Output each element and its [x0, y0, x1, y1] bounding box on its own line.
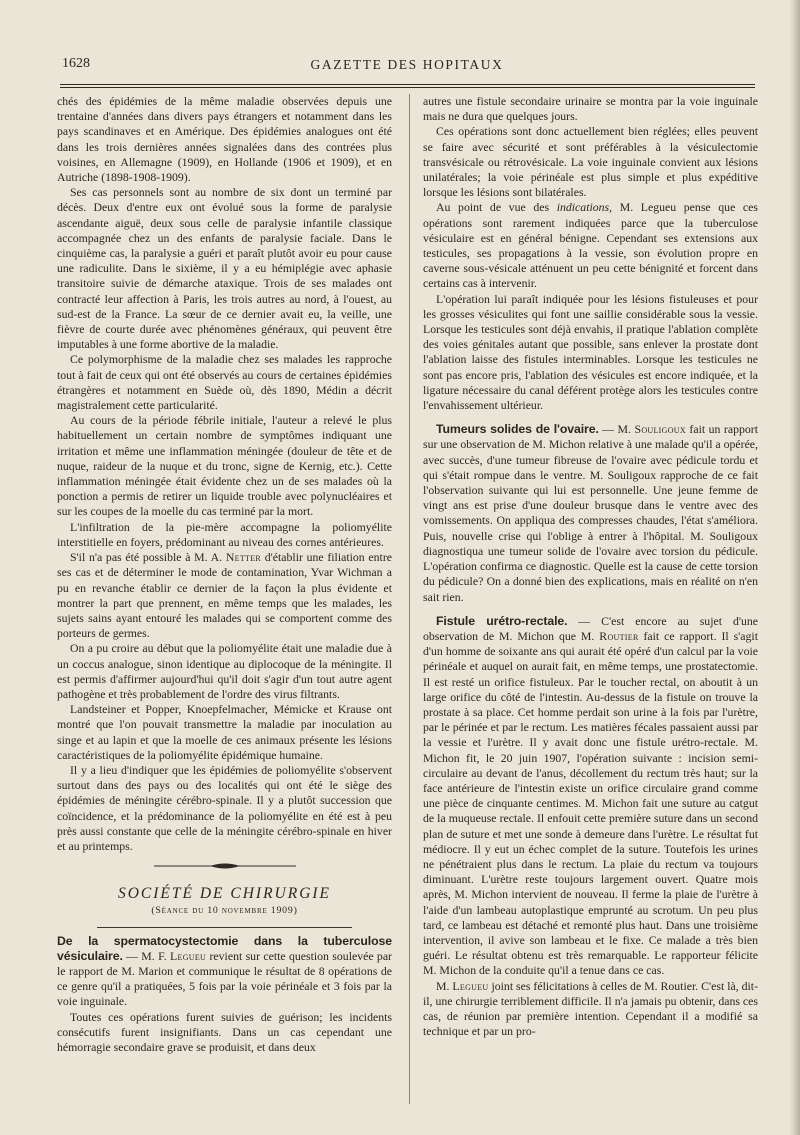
- author-name: Routier: [599, 628, 639, 643]
- text-run: , M. Legueu pense que ces opérations sont rarement indiquées parce que la tuberculose vésiculaire est en général bénigne. Cependant ses extensions aux testicules, ses propagations à la vessie, son évolution propre en caverne sous-vésicale atténuent un peu cette bénignité et forcent dans certains cas à intervenir.: [423, 200, 758, 291]
- article-heading: De la spermatocystectomie dans la tuberculose vésiculaire.: [57, 933, 392, 963]
- text-run: joint ses félicitations à celles de M. Routier. C'est là, dit-il, une chirurgie terriblement difficile. Il n'a jamais pu obtenir, dans ces cas, de réunion par première intention. Cependant il a modifié sa technique et par un pro-: [423, 978, 758, 1039]
- column-divider: [409, 94, 410, 1104]
- paragraph: Landsteiner et Popper, Knoepfelmacher, Mémicke et Krause ont montré que l'on pouvait transmettre la maladie par inoculation au singe et au lapin et que la moelle de ces animaux présente les lésions caractéristiques de la poliomyélite épidémique humaine.: [57, 702, 392, 762]
- author-name: Legueu: [170, 948, 207, 963]
- journal-title: GAZETTE DES HOPITAUX: [310, 57, 504, 72]
- paragraph: L'opération lui paraît indiquée pour les lésions fistuleuses et pour les grosses vésiculites qui font une saillie considérable sous la vessie. Lorsque les testicules sont déjà envahis, il pratique l'ablation complète des voies génitales autant que possible, sans enlever la prostate dont l'ablation laisse des fistules interminables. Lorsque les testicules ne sont pas encore pris, l'ablation des vésicules est encore indiquée, et la ligature nécessaire du canal déférent protège alors les testicules contre l'envahissement ultérieur.: [423, 291, 758, 413]
- text-run: — C'est encore au sujet d'une observation de M. Michon que M.: [423, 613, 759, 643]
- article-paragraph: [423, 614, 758, 979]
- paragraph: Ces opérations sont donc actuellement bien réglées; elles peuvent se faire avec sécurité et sont préférables à la vésiculectomie transvésicale ou rétrovésicale. La voie inguinale convient aux lésions unilatérales; la voie périnéale est plus simple et plus expéditive lorsque les lésions sont bilatérales.: [423, 124, 758, 200]
- text-run: S'il n'a pas été possible à M. A.: [70, 550, 226, 565]
- text-run: revient sur cette question soulevée par le rapport de M. Marion et communique le résultat de 8 opérations de ce genre qu'il a pratiquées, 5 fois par la voie périnéale et 3 fois par la voie inguinale.: [57, 948, 392, 1009]
- paragraph: L'infiltration de la pie-mère accompagne la poliomyélite interstitielle en foyers, prédominant au niveau des cornes antérieures.: [57, 519, 392, 549]
- section-title: SOCIÉTÉ DE CHIRURGIE: [117, 885, 332, 903]
- paragraph: [423, 200, 758, 291]
- author-name: Legueu: [452, 978, 489, 993]
- text-run: fait ce rapport. Il s'agit d'un homme de soixante ans qui aurait été opéré d'un calcul par la voie périnéale et auquel on aurait fait, en même temps, une prostatectomie. Il est resté un orifice fistuleux. Par le toucher rectal, on aboutit à un large orifice du côté de l'intestin. Au-dessus de la fistule on trouve la prostate à sa place. Cet homme perdait son urine à la fois par l'urètre, par le périnée et par le rectum. Les matières fécales passaient aussi par la vessie et l'urètre. Il y avait donc une fistule urétro-rectale. M. Michon fit, le 20 juin 1907, l'opération suivante : incision semi-circulaire au devant de l'anus, décollement du rectum très haut; sur la face antérieure de l'intestin existe un orifice circulaire grand comme une pièce de cinquante centimes. M. Michon fait une suture au catgut de la muqueuse rectale. Il enfouit cette première suture dans un second plan de suture et met une sonde à demeure dans l'urètre. Le résultat fut médiocre. Il y eut un échec complet de la suture. Toutefois les urines ne pénétraient plus dans le rectum. La plaie du rectum va toujours diminuant. L'urètre reste toujours largement ouvert. Quatre mois après, M. Michon intervient de nouveau. Il ferme la plaie de l'urètre à l'aide d'un lambeau autoplastique emprunté au scrotum. Un peu plus tard, ce lambeau est détaché et remonté plus haut. Dans une troisième intervention, il avive son lambeau et le fixe. Ce malade a très bien guéri. Le résultat obtenu est très remarquable. Le rapporteur félicite M. Michon de la conduite qu'il a tenue dans ce cas.: [423, 628, 758, 978]
- paragraph: autres une fistule secondaire urinaire se montra par la voie inguinale mais ne dura que quelques jours.: [423, 94, 758, 124]
- paragraph: Il y a lieu d'indiquer que les épidémies de poliomyélite s'observent surtout dans des pays ou des localités qui ont été le siège des épidémies de méningite cérébro-spinale. Il y a plutôt succession que coïncidence, et la prédominance de la poliomyélite en été est à peu près aussi constante que celle de la méningite cérébro-spinale en hiver et au printemps.: [57, 762, 392, 853]
- text-run: M.: [436, 978, 453, 993]
- paragraph: [57, 550, 392, 641]
- article-paragraph: [57, 934, 392, 1010]
- italic-term: indications: [556, 200, 610, 215]
- article-heading: Tumeurs solides de l'ovaire.: [436, 422, 599, 437]
- paragraph: chés des épidémies de la même maladie observées depuis une trentaine d'années dans divers pays étrangers et notamment dans les pays scandinaves et en Amérique. Des épidémies analogues ont été dans les trois dernières années signalées dans des contrées plus voisines, en Allemagne (1909), en Hollande (1906 et 1909), et en Autriche (1898-1908-1909).: [57, 94, 392, 185]
- text-run: — M. F.: [122, 948, 171, 963]
- paragraph: Ce polymorphisme de la maladie chez ses malades les rapproche tout à fait de ceux qui ont été observés au cours de certaines épidémies étrangères et notamment en Suède où, dès 1890, Médin a décrit magistralement cette particularité.: [57, 352, 392, 413]
- paragraph: Toutes ces opérations furent suivies de guérison; les incidents consécutifs furent insignifiants. Dans un cas cependant une hémorragie secondaire grave se produisit, et dans deux: [57, 1009, 392, 1054]
- page-edge-shadow: [790, 0, 800, 1135]
- paragraph: On a pu croire au début que la poliomyélite était une maladie due à un coccus analogue, sinon identique au diplocoque de la méningite. Il est permis d'affirmer aujourd'hui qu'il doit s'agir d'un tout autre agent pathogène et très probablement de l'ordre des virus filtrants.: [57, 641, 392, 701]
- left-column: [57, 94, 392, 1055]
- article-paragraph: [423, 422, 758, 604]
- section-rule: [97, 927, 352, 928]
- right-column: [423, 94, 758, 1039]
- session-date: (Séance du 10 novembre 1909): [151, 905, 298, 917]
- text-run: fait un rapport sur une observation de M. Michon relative à une malade qu'il a opérée, avec succès, d'une tumeur fibreuse de l'ovaire avec pédicule tordu et qui s'était rompue dans le ventre. M. Souligoux rapproche de ce fait l'observation suivante qui lui est personnelle. Une jeune femme de vingt ans est prise d'une douleur brusque dans le ventre avec des vomissements. On appliqua des compresses chaudes, l'état s'améliora. Puis, nouvelle crise qui l'oblige à entrer à l'hôpital. M. Souligoux diagnostiqua une tumeur solide de l'ovaire avec torsion du pédicule. L'opération confirma ce diagnostic. Quelle est la cause de cette torsion du pédicule? On a donné bien des explications, mais en réalité on n'en sait rien.: [423, 422, 758, 604]
- page-number: 1628: [62, 56, 90, 71]
- section-divider-ornament: [150, 862, 300, 870]
- article-heading: Fistule urétro-rectale.: [436, 613, 568, 628]
- paragraph: [423, 979, 758, 1040]
- header-double-rule: [60, 84, 755, 88]
- text-run: d'établir une filiation entre ses cas et de déterminer le mode de contamination, Yvar Wichman a pu en revanche établir ce dernier de la façon la plus évidente et montrer la part que prennent, en même temps que les malades, les sujets sains ayant entouré les malades qui se comportent comme des porteurs de germes.: [57, 550, 392, 641]
- author-name: Souligoux: [634, 422, 686, 437]
- paragraph: Au cours de la période fébrile initiale, l'auteur a relevé le plus habituellement un certain nombre de symptômes indiquant une irritation et même une inflammation méningée (douleur de tête et de nuque, raideur de la nuque et du tronc, signe de Kernig, etc.). Cette inflammation méningée était évidente chez un de ses malades où la ponction a permis de retirer un liquide trouble avec polynucléaires et sur les coupes de la moelle du cas terminé par la mort.: [57, 413, 392, 519]
- running-head: [62, 56, 752, 76]
- author-name: Netter: [225, 550, 262, 565]
- text-run: Au point de vue des: [436, 200, 557, 215]
- paragraph: Ses cas personnels sont au nombre de six dont un terminé par décès. Deux d'entre eux ont évolué sous la forme de paralysie ascendante aiguë, deux sous celle de paralysie infantile classique accompagnée chez un des enfants de paralysie faciale. Dans le cinquième cas, la paralysie a guéri et paraît plutôt avoir eu pour cause une radiculite. Dans le sixième, il y a eu hémiplégie avec aphasie transitoire suivie de démarche ataxique. Trois de ses malades ont contracté leur affection à Paris, les trois autres au nord, à l'ouest, au sud-est de la France. La sœur de ce dernier avait eu, la veille, une fièvre de courte durée avec phénomènes généraux, qui peuvent être imputables à une forme abortive de la maladie.: [57, 185, 392, 352]
- text-run: — M.: [598, 422, 635, 437]
